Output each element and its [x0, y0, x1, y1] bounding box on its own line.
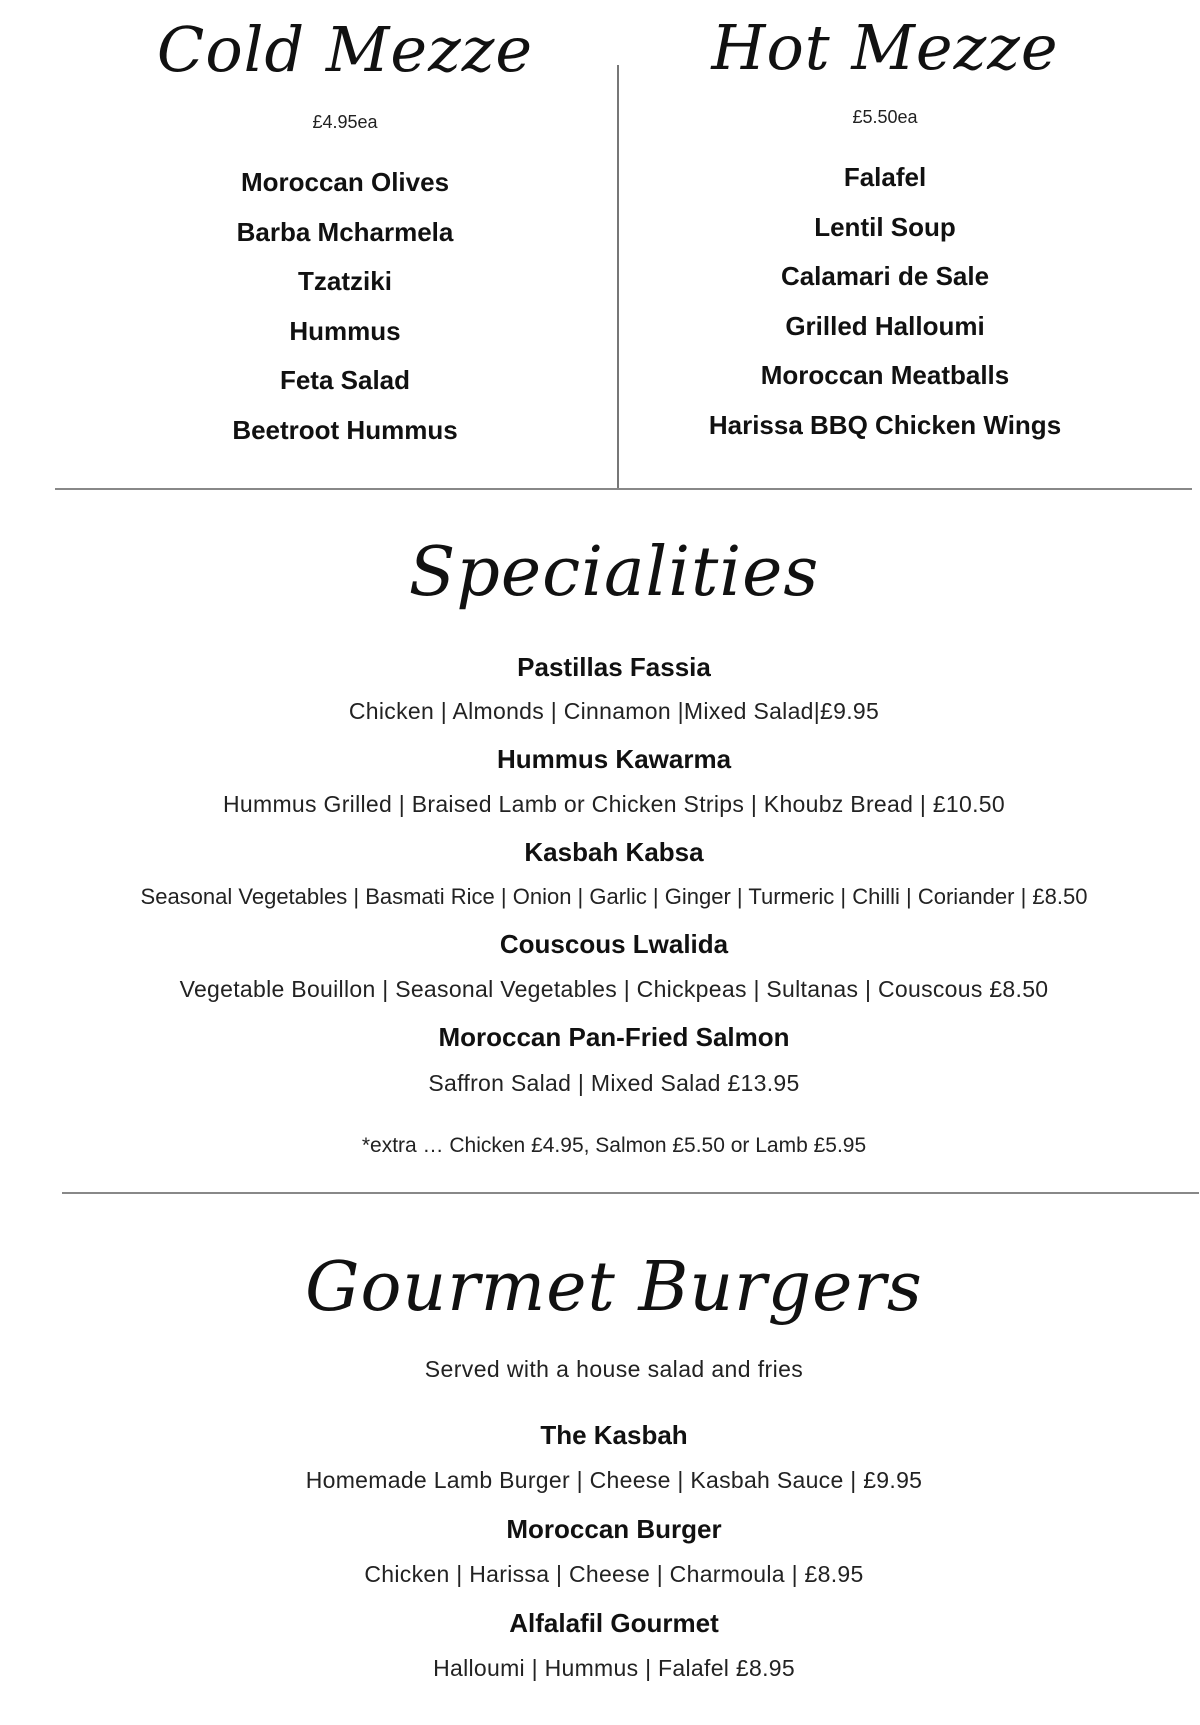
burgers-title: Gourmet Burgers [305, 1248, 923, 1327]
dish-description: Chicken | Harissa | Cheese | Charmoula | £8.95 [364, 1561, 864, 1587]
hot-mezze-title: Hot Mezze [711, 11, 1059, 84]
list-item: Moroccan Olives [240, 167, 450, 197]
dish-name: Hummus Kawarma [496, 744, 732, 774]
cold-mezze-price: £4.95ea [312, 112, 378, 132]
dish-name: Pastillas Fassia [517, 652, 711, 682]
section-divider [55, 488, 1192, 490]
dish-name: Alfalafil Gourmet [509, 1608, 719, 1638]
list-item: Feta Salad [279, 365, 411, 396]
list-item: Grilled Halloumi [785, 310, 985, 341]
list-item: Barba Mcharmela [236, 216, 454, 247]
list-item: Hummus [289, 315, 401, 346]
hot-mezze-list [620, 162, 1150, 460]
section-divider [62, 1192, 1199, 1194]
dish-description: Chicken | Almonds | Cinnamon |Mixed Salad|£9.95 [348, 698, 880, 724]
list-item: Harissa BBQ Chicken Wings [708, 409, 1062, 440]
dish-name: Moroccan Pan-Fried Salmon [438, 1022, 790, 1052]
dish-description: Homemade Lamb Burger | Cheese | Kasbah Sauce | £9.95 [305, 1467, 923, 1493]
dish-description: Saffron Salad | Mixed Salad £13.95 [428, 1070, 800, 1096]
dish-name: The Kasbah [540, 1420, 688, 1450]
list-item: Moroccan Meatballs [760, 360, 1010, 391]
list-item: Lentil Soup [814, 211, 956, 242]
list-item: Beetroot Hummus [232, 414, 458, 445]
cold-mezze-list [55, 167, 635, 465]
served-with-note: Served with a house salad and fries [424, 1356, 804, 1382]
dish-description: Hummus Grilled | Braised Lamb or Chicken Strips | Khoubz Bread | £10.50 [223, 791, 1005, 817]
cold-mezze-title: Cold Mezze [156, 13, 534, 86]
list-item: Tzatziki [298, 266, 392, 297]
hot-mezze-price: £5.50ea [852, 107, 918, 127]
dish-description: Seasonal Vegetables | Basmati Rice | Onion | Garlic | Ginger | Turmeric | Chilli | Coriander | £8.50 [140, 884, 1088, 909]
column-divider [617, 65, 619, 488]
dish-description: Halloumi | Hummus | Falafel £8.95 [433, 1655, 795, 1681]
list-item: Calamari de Sale [780, 261, 990, 292]
dish-name: Couscous Lwalida [499, 929, 729, 959]
specialities-title: Specialities [408, 533, 820, 612]
list-item: Falafel [843, 162, 927, 192]
dish-name: Kasbah Kabsa [524, 837, 704, 867]
extra-note: *extra … Chicken £4.95, Salmon £5.50 or Lamb £5.95 [361, 1134, 867, 1157]
dish-name: Moroccan Burger [506, 1514, 722, 1544]
dish-description: Vegetable Bouillon | Seasonal Vegetables | Chickpeas | Sultanas | Couscous £8.50 [179, 976, 1049, 1002]
